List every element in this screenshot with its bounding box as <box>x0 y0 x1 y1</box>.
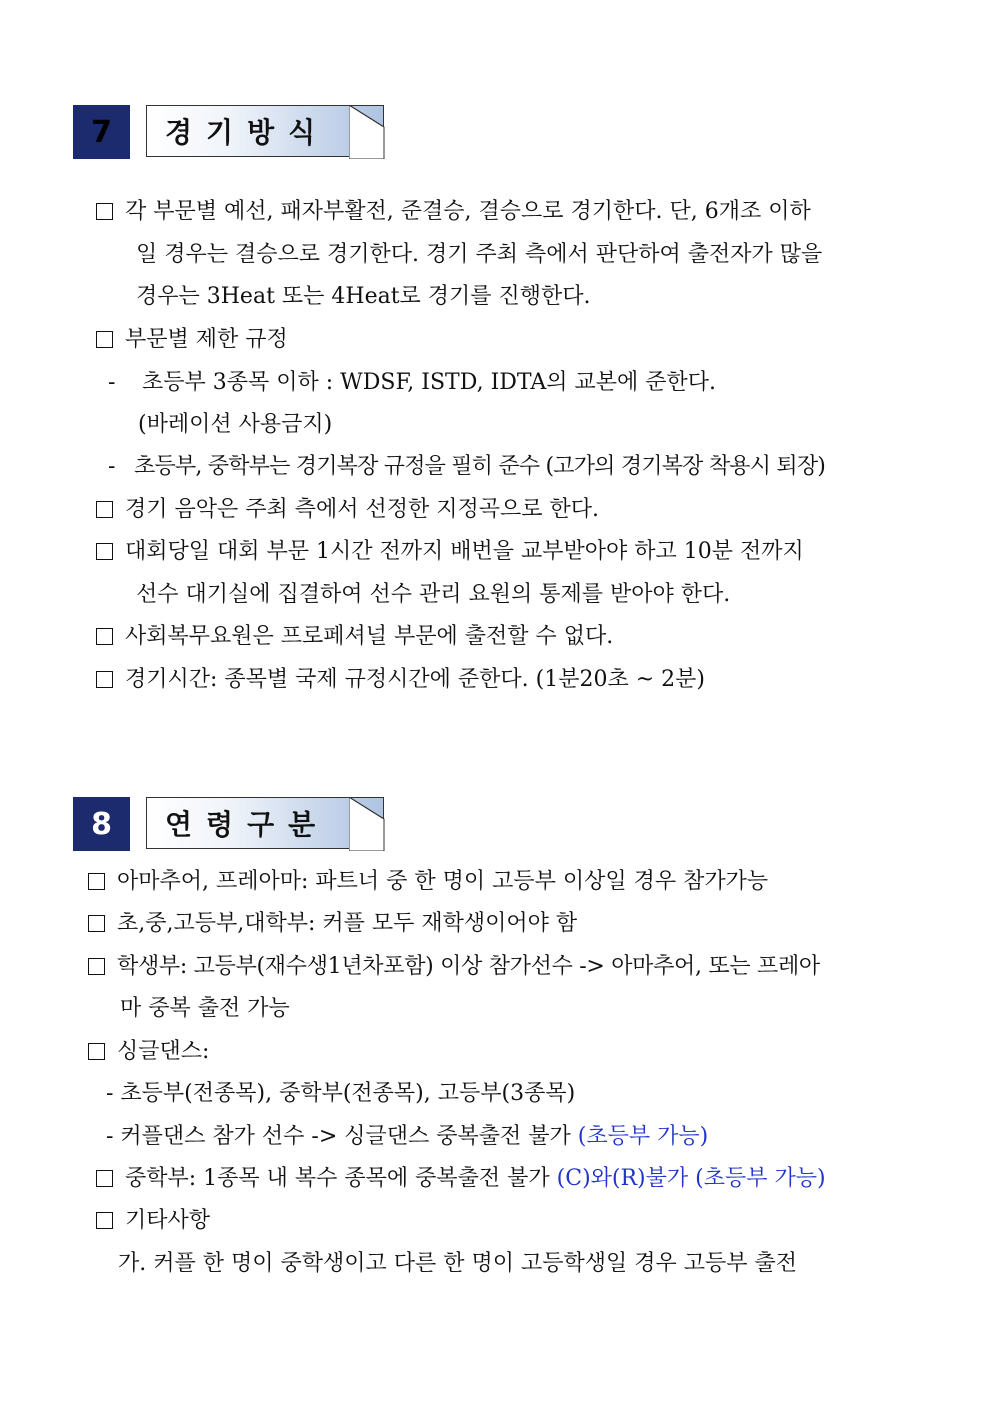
text: 중학부: 1종목 내 복수 종목에 중복출전 불가 <box>125 1166 550 1191</box>
section-8-line-1 <box>88 867 768 897</box>
text: 사회복무요원은 프로페셔널 부문에 출전할 수 없다. <box>125 624 614 649</box>
text: 초,중,고등부,대학부: 커플 모두 재학생이어야 함 <box>117 911 578 936</box>
checkbox-icon <box>96 1170 113 1187</box>
note-text: (초등부 가능) <box>577 1124 709 1149</box>
text: 각 부문별 예선, 패자부활전, 준결승, 결승으로 경기한다. 단, 6개조 이하 <box>125 199 811 224</box>
section-7-line-1 <box>96 197 920 227</box>
section-8-line-9 <box>96 1206 210 1236</box>
checkbox-icon <box>96 628 113 645</box>
text: 초등부, 중학부는 경기복장 규정을 필히 준수 (고가의 경기복장 착용시 퇴장) <box>134 454 826 479</box>
text: 초등부 3종목 이하 : WDSF, ISTD, IDTA의 교본에 준한다. <box>142 370 717 395</box>
checkbox-icon <box>96 501 113 518</box>
section-7-line-3: 경우는 3Heat 또는 4Heat로 경기를 진행한다. <box>136 284 591 309</box>
section-7-line-5 <box>108 368 716 398</box>
folded-corner-icon <box>349 105 385 159</box>
section-8-line-6: - 초등부(전종목), 중학부(전종목), 고등부(3종목) <box>106 1081 576 1106</box>
section-8-title: 연령구분 <box>146 797 384 849</box>
section-8-line-8 <box>96 1164 826 1194</box>
text: 경기 음악은 주최 측에서 선정한 지정곡으로 한다. <box>125 497 599 522</box>
section-8-header <box>73 797 393 851</box>
section-7-line-7 <box>108 452 825 482</box>
section-8-line-2 <box>88 909 577 939</box>
section-8-line-5 <box>88 1037 209 1067</box>
text: 경기시간: 종목별 국제 규정시간에 준한다. (1분20초 ~ 2분) <box>125 667 705 692</box>
text: 싱글댄스: <box>117 1039 210 1064</box>
section-7-line-4 <box>96 325 288 355</box>
checkbox-icon <box>96 331 113 348</box>
dash: - <box>108 454 115 479</box>
text: 부문별 제한 규정 <box>125 327 288 352</box>
section-8-line-10: 가. 커플 한 명이 중학생이고 다른 한 명이 고등학생일 경우 고등부 출전 <box>118 1251 797 1276</box>
section-7-line-10: 선수 대기실에 집결하여 선수 관리 요원의 통제를 받아야 한다. <box>136 582 731 607</box>
section-7-line-8 <box>96 495 599 525</box>
checkbox-icon <box>96 1212 113 1229</box>
section-7-header <box>73 105 393 159</box>
section-8-number: 8 <box>73 797 130 851</box>
section-7-line-9 <box>96 537 920 567</box>
text: 기타사항 <box>125 1208 211 1233</box>
checkbox-icon <box>96 203 113 220</box>
section-8-line-7 <box>106 1122 708 1152</box>
checkbox-icon <box>88 915 105 932</box>
section-7-number: 7 <box>73 105 130 159</box>
folded-corner-icon <box>349 797 385 851</box>
checkbox-icon <box>88 873 105 890</box>
checkbox-icon <box>88 958 105 975</box>
checkbox-icon <box>96 543 113 560</box>
text: 학생부: 고등부(재수생1년차포함) 이상 참가선수 -> 아마추어, 또는 프레아 <box>117 954 820 979</box>
note-text: (C)와(R)불가 (초등부 가능) <box>556 1166 826 1191</box>
section-7-line-6: (바레이션 사용금지) <box>138 412 333 437</box>
section-7-line-12 <box>96 665 705 695</box>
text: 대회당일 대회 부문 1시간 전까지 배번을 교부받아야 하고 10분 전까지 <box>125 539 804 564</box>
section-7-title: 경기방식 <box>146 105 384 157</box>
text: - 커플댄스 참가 선수 -> 싱글댄스 중복출전 불가 <box>106 1124 571 1149</box>
checkbox-icon <box>96 671 113 688</box>
section-7-line-11 <box>96 622 613 652</box>
section-8-line-4: 마 중복 출전 가능 <box>120 996 290 1021</box>
section-8-line-3 <box>88 952 820 982</box>
checkbox-icon <box>88 1043 105 1060</box>
dash: - <box>108 370 116 395</box>
text: 아마추어, 프레아마: 파트너 중 한 명이 고등부 이상일 경우 참가가능 <box>117 869 769 894</box>
section-7-line-2: 일 경우는 결승으로 경기한다. 경기 주최 측에서 판단하여 출전자가 많을 <box>136 242 823 267</box>
